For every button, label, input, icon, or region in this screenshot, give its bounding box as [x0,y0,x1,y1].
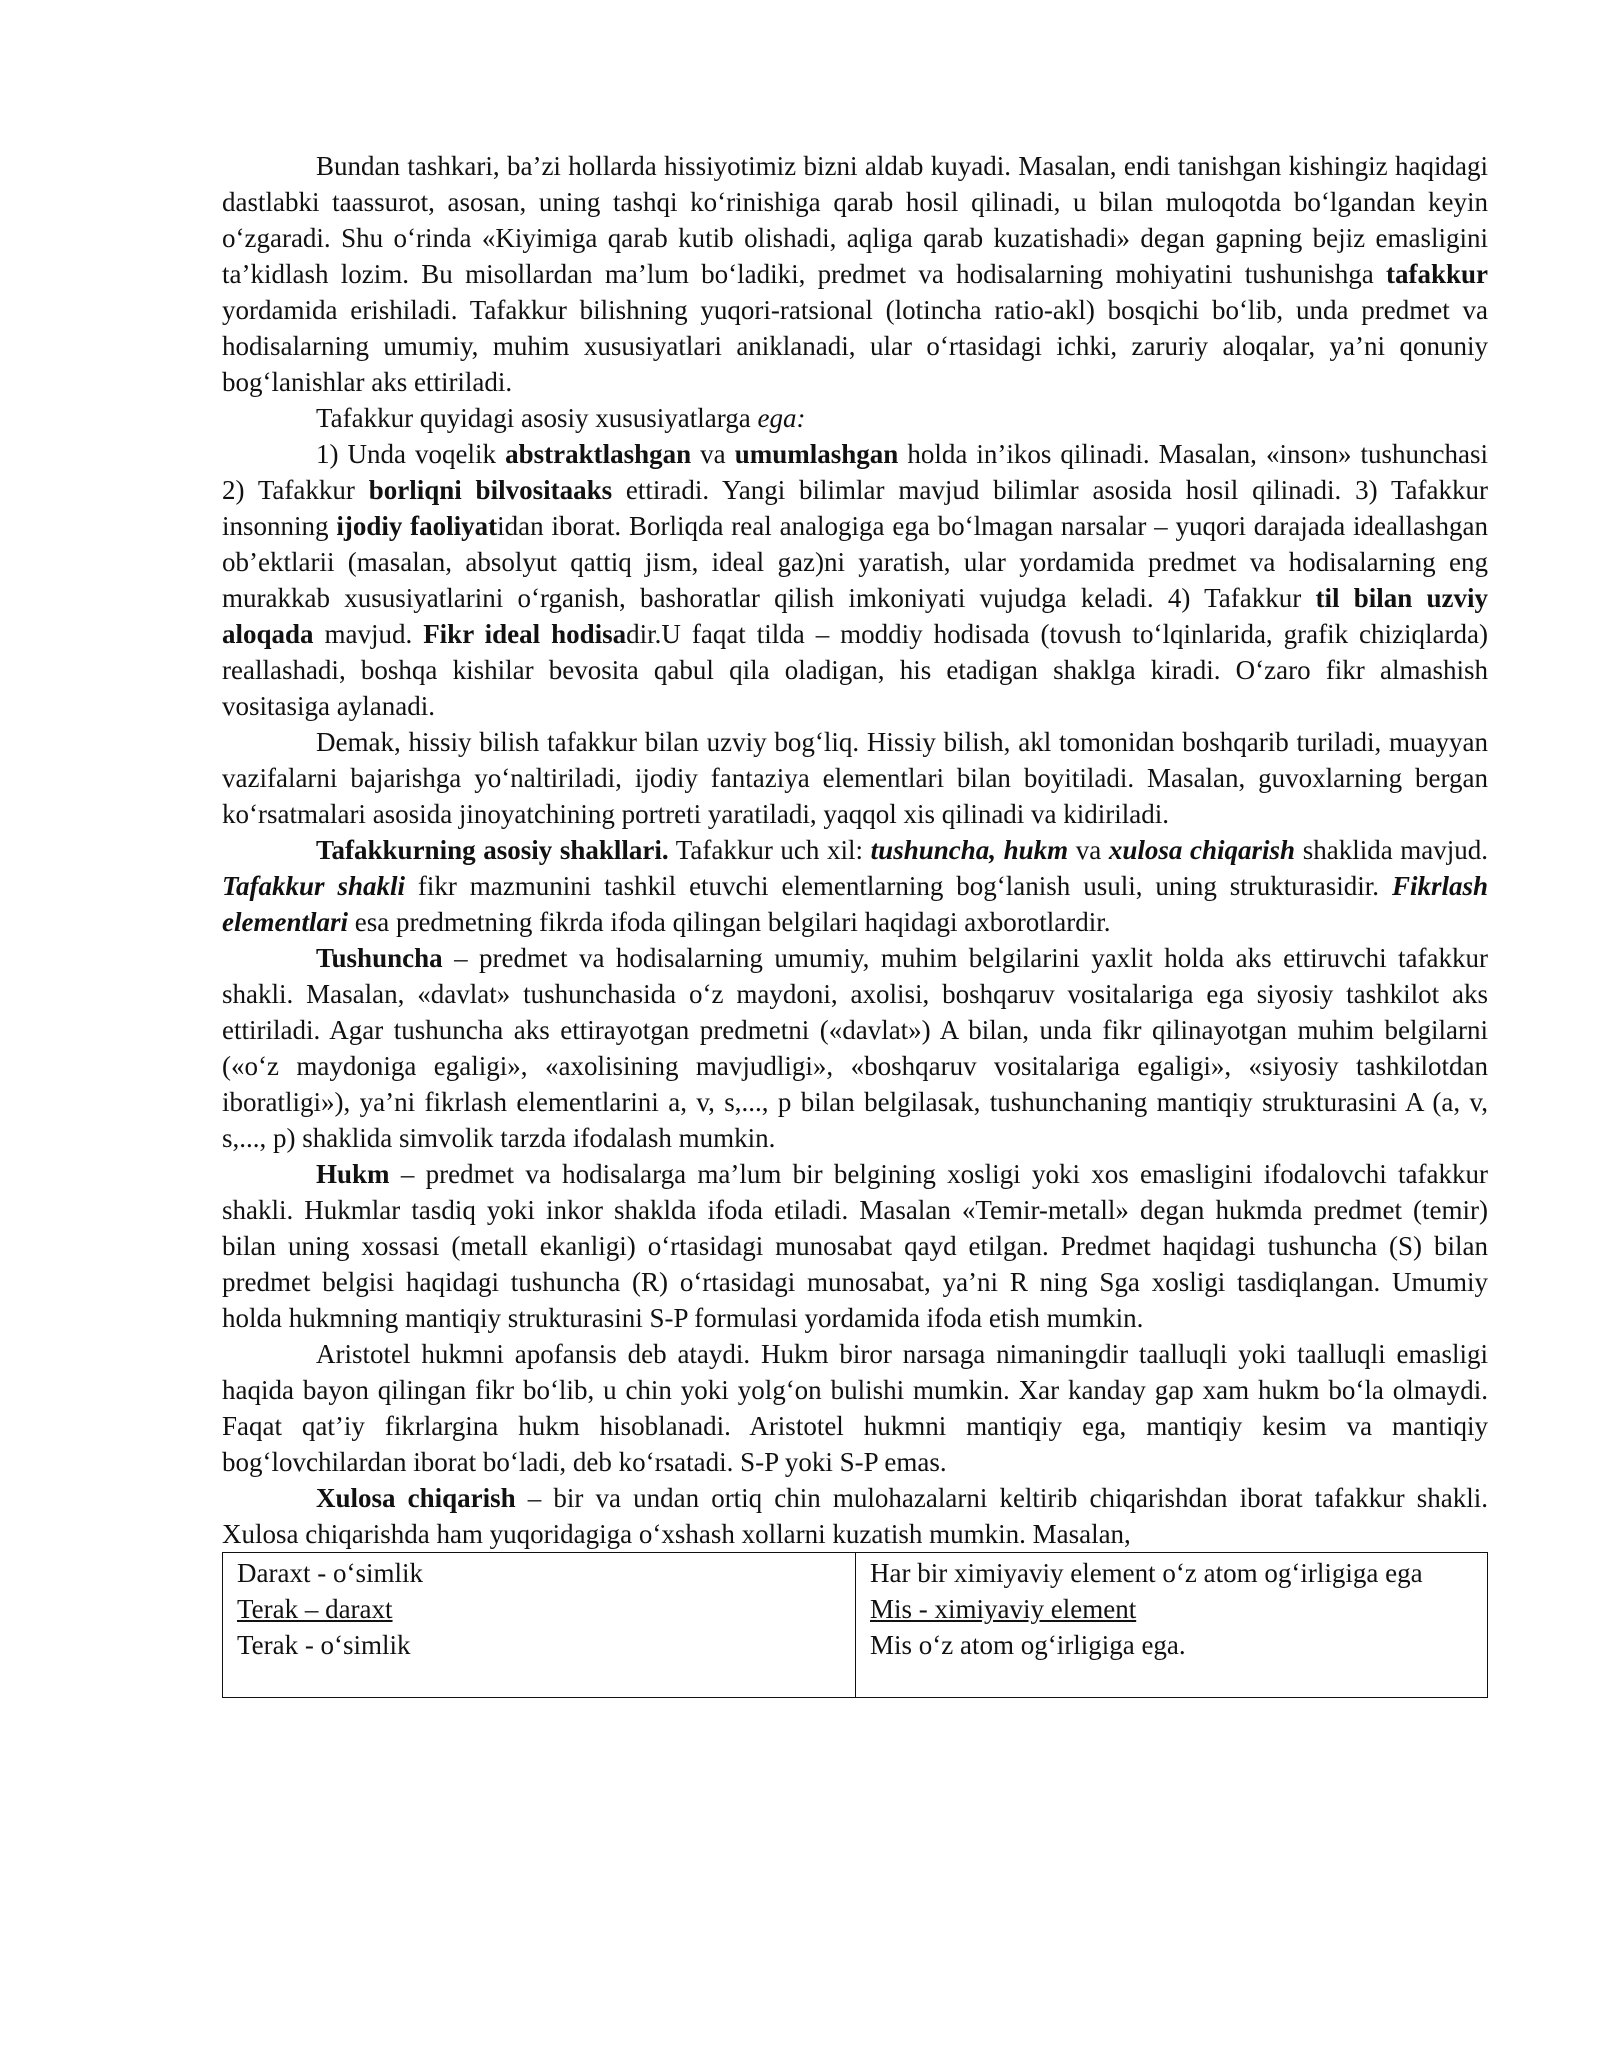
text-run: dir.U faqat tilda – moddiy hodisada (tovush to‘lqinlarida, grafik chiziqlarda) reallashadi, boshqa kishilar bevosita qabul qila oladigan, his etadigan shaklga kiradi. O‘zaro fikr almashish vositasiga aylanadi. [222,619,1488,721]
text-run: 1) Unda voqelik [316,439,506,469]
text-run: – predmet va hodisalarning umumiy, muhim belgilarini yaxlit holda aks ettiruvchi tafakkur shakli. Masalan, «davlat» tushunchasida o‘z maydoni, axolisi, boshqaruv vositalariga ega siyosiy tashkilot aks ettiriladi. Agar tushuncha aks ettirayotgan predmetni («davlat») A bilan, unda fikr qilinayotgan muhim belgilarni («o‘z maydoniga egaligi», «axolisining mavjudligi», «boshqaruv vositalariga egaligi», «siyosiy tashkilotdan iboratligi»), ya’ni fikrlash elementlarini a, v, s,..., p bilan belgilasak, tushunchaning mantiqiy strukturasini A (a, v, s,..., p) shaklida simvolik tarzda ifodalash mumkin. [222,943,1488,1153]
table-cell-left [223,1553,856,1698]
table-cell-right [856,1553,1488,1698]
text-run: va [1068,835,1109,865]
table-row [223,1553,1488,1698]
paragraph-concept [222,940,1488,1156]
bold-term: umumlashgan [734,439,899,469]
paragraph-features-list [222,436,1488,724]
document-body [222,148,1488,1698]
bold-term: Fikr ideal hodisa [423,619,627,649]
bold-italic-term: Tafakkur shakli [222,871,405,901]
bold-term: til bilan uzviy aloqada [222,583,1488,649]
italic-term: ega: [757,403,806,433]
bold-term: abstraktlashgan [505,439,692,469]
text-run: esa predmetning fikrda ifoda qilingan belgilari haqidagi axborotlardir. [347,907,1111,937]
premise-major: Har bir ximiyaviy element o‘z atom og‘irligiga ega [870,1558,1423,1588]
text-run: Aristotel hukmni apofansis deb ataydi. Hukm biror narsaga nimaningdir taalluqli yoki taalluqli emasligi haqida bayon qilingan fikr bo‘lib, u chin yoki yolg‘on bulishi mumkin. Xar kanday gap xam hukm bo‘la olmaydi. Faqat qat’iy fikrlargina hukm hisoblanadi. Aristotel hukmni mantiqiy ega, mantiqiy kesim va mantiqiy bog‘lovchilardan iborat bo‘ladi, deb ko‘rsatadi. S-P yoki S-P emas. [222,1339,1488,1477]
text-run: va [691,439,735,469]
paragraph-intro [222,148,1488,400]
bold-term: Hukm [316,1159,390,1189]
text-run: Bundan tashkari, ba’zi hollarda hissiyotimiz bizni aldab kuyadi. Masalan, endi tanishgan kishingiz haqidagi dastlabki taassurot, asosan, uning tashqi ko‘rinishiga qarab hosil qilinadi, u bilan muloqotda bo‘lgandan keyin o‘zgaradi. Shu o‘rinda «Kiyimiga qarab kutib olishadi, aqliga qarab kuzatishadi» degan gapning bejiz emasligini ta’kidlash lozim. Bu misollardan ma’lum bo‘ladiki, predmet va hodisalarning mohiyatini tushunishga [222,151,1488,289]
syllogism-table [222,1552,1488,1698]
bold-term: borliqni bilvositaaks [368,475,613,505]
bold-term: Xulosa chiqarish [316,1483,516,1513]
premise-minor: Mis - ximiyaviy element [870,1594,1137,1624]
bold-term: Tushuncha [316,943,443,973]
bold-term: ijodiy faoliyat [336,511,498,541]
text-run: Demak, hissiy bilish tafakkur bilan uzviy bog‘liq. Hissiy bilish, akl tomonidan boshqarib turiladi, muayyan vazifalarni bajarishga yo‘naltiriladi, ijodiy fantaziya elementlari bilan boyitiladi. Masalan, guvoxlarning bergan ko‘rsatmalari asosida jinoyatchining portreti yaratiladi, yaqqol xis qilinadi va kidiriladi. [222,727,1488,829]
bold-italic-term: xulosa chiqarish [1108,835,1296,865]
text-run: idan iborat. Borliqda real analogiga ega bo‘lmagan narsalar – yuqori darajada ideallashgan ob’ektlarii (masalan, absolyut qattiq jism, ideal gaz)ni yaratish, ular yordamida predmet va hodisalarning eng murakkab xususiyatlarini o‘rganish, bashoratlar qilish imkoniyati vujudga keladi. 4) Tafakkur [222,511,1489,613]
text-run: holda in’ikos qilinadi. Masalan, «inson» tushunchasi 2) Tafakkur [222,439,1488,505]
text-run: shaklida mavjud. [1295,835,1489,865]
text-run: Tafakkur uch xil: [668,835,871,865]
text-run: yordamida erishiladi. Tafakkur bilishning yuqori-ratsional (lotincha ratio-akl) bosqichi bo‘lib, unda predmet va hodisalarning umumiy, muhim xususiyatlari aniklanadi, ular o‘rtasidagi ichki, zaruriy aloqalar, ya’ni qonuniy bog‘lanishlar aks ettiriladi. [222,295,1488,397]
paragraph-forms [222,832,1488,940]
paragraph-features-lead [222,400,1488,436]
premise-major: Daraxt - o‘simlik [237,1558,423,1588]
bold-italic-term: Fikrlash elementlari [222,871,1488,937]
paragraph-inference [222,1480,1488,1552]
bold-term: Tafakkurning asosiy shakllari. [316,835,669,865]
premise-minor: Terak – daraxt [237,1594,393,1624]
paragraph-sensory [222,724,1488,832]
conclusion: Mis o‘z atom og‘irligiga ega. [870,1630,1186,1660]
text-run: – predmet va hodisalarga ma’lum bir belgining xosligi yoki xos emasligini ifodalovchi tafakkur shakli. Hukmlar tasdiq yoki inkor shaklda ifoda etiladi. Masalan «Temir-metall» degan hukmda predmet (temir) bilan uning xossasi (metall ekanligi) o‘rtasidagi munosabat qayd etilgan. Predmet haqidagi tushuncha (S) bilan predmet belgisi haqidagi tushuncha (R) o‘rtasidagi munosabat, ya’ni R ning Sga xosligi tasdiqlangan. Umumiy holda hukmning mantiqiy strukturasini S-P formulasi yordamida ifoda etish mumkin. [222,1159,1488,1333]
conclusion: Terak - o‘simlik [237,1630,411,1660]
paragraph-judgment [222,1156,1488,1336]
text-run: Tafakkur quyidagi asosiy xususiyatlarga [316,403,758,433]
bold-italic-term: tushuncha, hukm [870,835,1069,865]
text-run: fikr mazmunini tashkil etuvchi elementlarning bog‘lanish usuli, uning strukturasidir. [404,871,1392,901]
text-run: mavjud. [313,619,424,649]
bold-term: tafakkur [1385,259,1488,289]
text-run: ettiradi. Yangi bilimlar mavjud bilimlar asosida hosil qilinadi. 3) Tafakkur insonning [222,475,1488,541]
paragraph-aristotle [222,1336,1488,1480]
text-run: – bir va undan ortiq chin mulohazalarni keltirib chiqarishdan iborat tafakkur shakli. Xulosa chiqarishda ham yuqoridagiga o‘xshash xollarni kuzatish mumkin. Masalan, [222,1483,1488,1549]
